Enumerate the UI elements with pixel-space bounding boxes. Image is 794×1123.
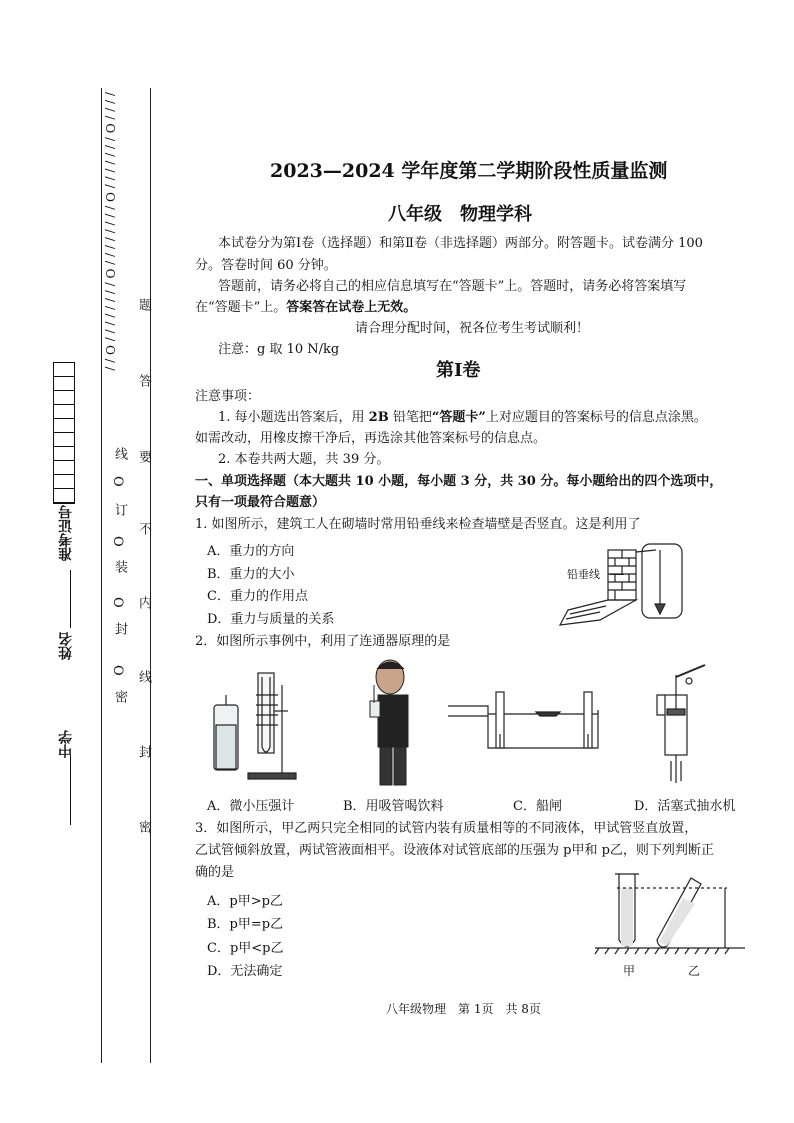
seal-mark-2: O [110,665,125,677]
q3-option-b[interactable]: B．p甲=p乙 [207,917,284,932]
seal-mark-6: O [110,536,125,548]
notice-title: 注意事项： [195,389,261,404]
q2-stem: 2．如图所示事例中，利用了连通器原理的是 [195,634,451,649]
pressure-gauge-figure [208,665,298,785]
id-label: 准考证号 [58,505,74,561]
q2-option-c[interactable]: C．船闸 [513,799,562,814]
page-footer: 八年级物理 第 1页 共 8页 [386,1002,541,1016]
q1-stem: 1. 如图所示，建筑工人在砌墙时常用铅垂线来检查墙壁是否竖直。这是利用了 [195,517,641,532]
seal-mark-8: O [110,476,125,488]
intro-good-luck: 请合理分配时间，祝各位考生考试顺利！ [355,321,590,336]
boy-straw-figure [358,655,428,790]
q1-option-c[interactable]: C．重力的作用点 [207,589,308,604]
seal-char-7: 答 [136,374,151,388]
seal-mark-4: O [110,597,125,609]
section-title: 第Ⅰ卷 [436,360,481,381]
notice-1a-pre: 1. 每小题选出答案后，用 [218,410,369,425]
exam-title: 2023—2024 学年度第二学期阶段性质量监测 [270,160,668,182]
seal-char-3: 线 [136,670,151,684]
seal-slash-row: / / / / O / / / / / / / O / / / / / / / / O / / / / / / / / O / / [103,92,117,371]
id-number-boxes[interactable] [53,362,75,504]
q3-stem-a: 3．如图所示，甲乙两只完全相同的试管内装有质量相等的不同液体，甲试管竖直放置， [195,821,698,836]
intro-line-3: 答题前，请务必将自己的相应信息填写在“答题卡”上。答题时，请务必将答案填写 [218,279,687,294]
seal-char-1: 密 [136,820,151,834]
q2-option-d[interactable]: D．活塞式抽水机 [634,799,736,814]
ship-lock-figure [448,690,608,760]
q3-option-c[interactable]: C．p甲<p乙 [207,941,284,956]
notice-1a-post: 上对应题目的答案标号的信息点涂黑。 [485,410,707,425]
tube-label-yi: 乙 [688,964,701,978]
notice-1a-bold1: 2B [368,410,389,425]
binding-line-inner [150,88,151,1063]
binding-line-outer [101,88,102,1063]
notice-1a [218,407,707,429]
intro-note-g: 注意：g 取 10 N/kg [218,342,340,357]
seal-char-5: 不 [136,522,151,536]
seal-char-6: 要 [136,450,151,464]
q3-stem-b: 乙试管倾斜放置，两试管液面相平。设液体对试管底部的压强为 p甲和 p乙，则下列判断正 [195,843,714,858]
q2-option-a[interactable]: A．微小压强计 [207,799,295,814]
plumb-line-label: 铅垂线 [567,568,600,581]
part-title-a: 一、单项选择题（本大题共 10 小题，每小题 3 分，共 30 分。每小题给出的四个选项中， [195,474,723,489]
q3-option-a[interactable]: A．p甲>p乙 [207,894,283,909]
seal-char-8: 题 [136,298,151,312]
q3-stem-c: 确的是 [195,865,235,880]
notice-1a-mid: 铅笔把 [388,410,432,425]
plumb-line-figure [560,540,690,630]
tube-label-jia: 甲 [623,964,636,978]
q1-option-a[interactable]: A．重力的方向 [207,544,295,559]
intro-line-4-text: 在“答题卡”上。 [195,300,287,315]
plumb-label-line [610,574,624,575]
q3-option-d[interactable]: D．无法确定 [207,964,283,979]
school-underline [70,755,71,825]
q2-option-b[interactable]: B．用吸管喝饮料 [343,799,444,814]
test-tubes-figure [595,870,745,960]
part-title-b: 只有一项最符合题意） [195,495,326,510]
notice-1a-bold2: “答题卡” [431,410,486,425]
q1-option-d[interactable]: D．重力与质量的关系 [207,612,335,627]
seal-mark-1: 密 [112,690,127,704]
school-label: 中学 [58,730,74,758]
seal-char-4: 内 [136,596,151,610]
piston-pump-figure [645,665,715,785]
seal-char-2: 封 [136,745,151,759]
intro-line-2: 分。答卷时间 60 分钟。 [195,258,337,273]
name-label: 姓名 [58,632,74,660]
notice-1b: 如需改动，用橡皮擦干净后，再选涂其他答案标号的信息点。 [195,431,547,446]
intro-line-1: 本试卷分为第Ⅰ卷（选择题）和第Ⅱ卷（非选择题）两部分。附答题卡。试卷满分 100 [218,236,703,251]
exam-subtitle: 八年级 物理学科 [388,204,532,225]
q1-option-b[interactable]: B．重力的大小 [207,567,295,582]
seal-mark-3: 封 [112,622,127,636]
seal-mark-5: 装 [112,560,127,574]
intro-line-4 [195,297,416,319]
seal-mark-7: 订 [112,503,127,517]
intro-line-4-bold: 答案答在试卷上无效。 [286,300,417,315]
notice-2: 2. 本卷共两大题，共 39 分。 [218,452,390,467]
seal-mark-9: 线 [112,447,127,461]
name-underline [70,570,71,628]
